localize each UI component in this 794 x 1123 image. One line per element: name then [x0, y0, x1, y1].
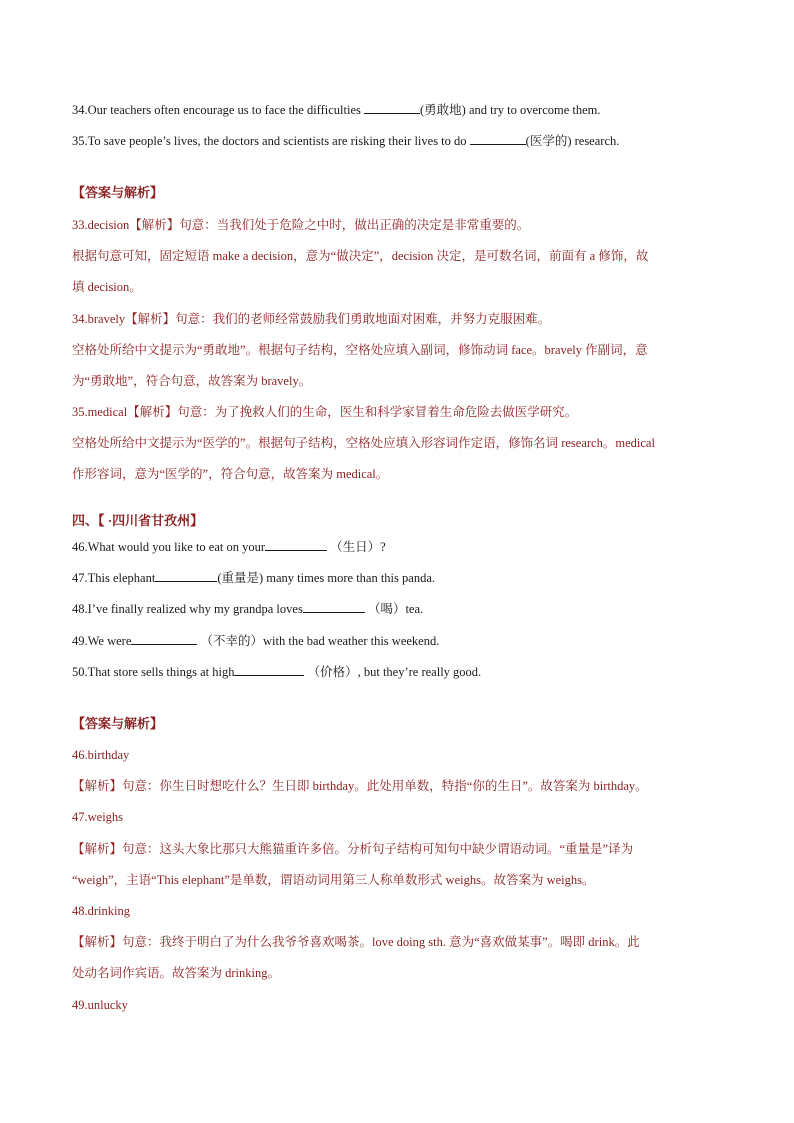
question-48: 48.I’ve finally realized why my grandpa loves （喝）tea.: [72, 602, 424, 616]
answer-33-line3: 填 decision。: [72, 280, 142, 294]
answer-heading: 【答案与解析】: [72, 716, 164, 731]
answer-34-line3: 为“勇敢地”，符合句意，故答案为 bravely。: [72, 374, 312, 388]
answer-48-explanation-line2: 处动名词作宾语。故答案为 drinking。: [72, 966, 280, 980]
answer-35-line2: 空格处所给中文提示为“医学的”。根据句子结构，空格处应填入形容词作定语，修饰名词 research。medical: [72, 436, 655, 450]
answer-blank: [265, 538, 327, 551]
answer-blank: [131, 632, 197, 645]
answer-33-line2: 根据句意可知，固定短语 make a decision，意为“做决定”，decision 决定，是可数名词，前面有 a 修饰，故: [72, 249, 649, 263]
question-49: 49.We were （不幸的）with the bad weather this weekend.: [72, 634, 440, 648]
answer-blank: [155, 569, 217, 582]
answer-49: 49.unlucky: [72, 998, 128, 1012]
answer-blank: [364, 101, 420, 114]
question-35: 35.To save people’s lives, the doctors and scientists are risking their lives to do (医学的) research.: [72, 134, 620, 148]
question-50: 50.That store sells things at high （价格）, but they’re really good.: [72, 665, 482, 679]
question-47: 47.This elephant (重量是) many times more than this panda.: [72, 571, 435, 585]
answer-blank: [234, 663, 304, 676]
answer-46-explanation: 【解析】句意：你生日时想吃什么？生日即 birthday。此处用单数，特指“你的生日”。故答案为 birthday。: [72, 779, 648, 793]
answer-46: 46.birthday: [72, 748, 130, 762]
answer-33-line1: 33.decision【解析】句意：当我们处于危险之中时，做出正确的决定是非常重要的。: [72, 218, 530, 232]
answer-47: 47.weighs: [72, 810, 124, 824]
answer-47-explanation-line1: 【解析】句意：这头大象比那只大熊猫重许多倍。分析句子结构可知句中缺少谓语动词。“重量是”译为: [72, 842, 634, 856]
answer-34-line2: 空格处所给中文提示为“勇敢地”。根据句子结构，空格处应填入副词，修饰动词 face。bravely 作副词，意: [72, 343, 648, 357]
answer-48: 48.drinking: [72, 904, 130, 918]
section-heading: 四、【 ·四川省甘孜州】: [72, 513, 204, 528]
question-46: 46.What would you like to eat on your （生日）?: [72, 540, 386, 554]
answer-48-explanation-line1: 【解析】句意：我终于明白了为什么我爷爷喜欢喝茶。love doing sth. 意为“喜欢做某事”。喝即 drink。此: [72, 935, 640, 949]
answer-blank: [470, 132, 526, 145]
answer-35-line3: 作形容词，意为“医学的”，符合句意，故答案为 medical。: [72, 467, 389, 481]
question-34: 34.Our teachers often encourage us to face the difficulties (勇敢地) and try to overcome them.: [72, 103, 601, 117]
answer-35-line1: 35.medical【解析】句意：为了挽救人们的生命，医生和科学家冒着生命危险去做医学研究。: [72, 405, 578, 419]
answer-blank: [303, 600, 365, 613]
answer-34-line1: 34.bravely【解析】句意：我们的老师经常鼓励我们勇敢地面对困难，并努力克服困难。: [72, 312, 551, 326]
answer-47-explanation-line2: “weigh”，主语“This elephant”是单数，谓语动词用第三人称单数形式 weighs。故答案为 weighs。: [72, 873, 595, 887]
answer-heading: 【答案与解析】: [72, 185, 164, 200]
